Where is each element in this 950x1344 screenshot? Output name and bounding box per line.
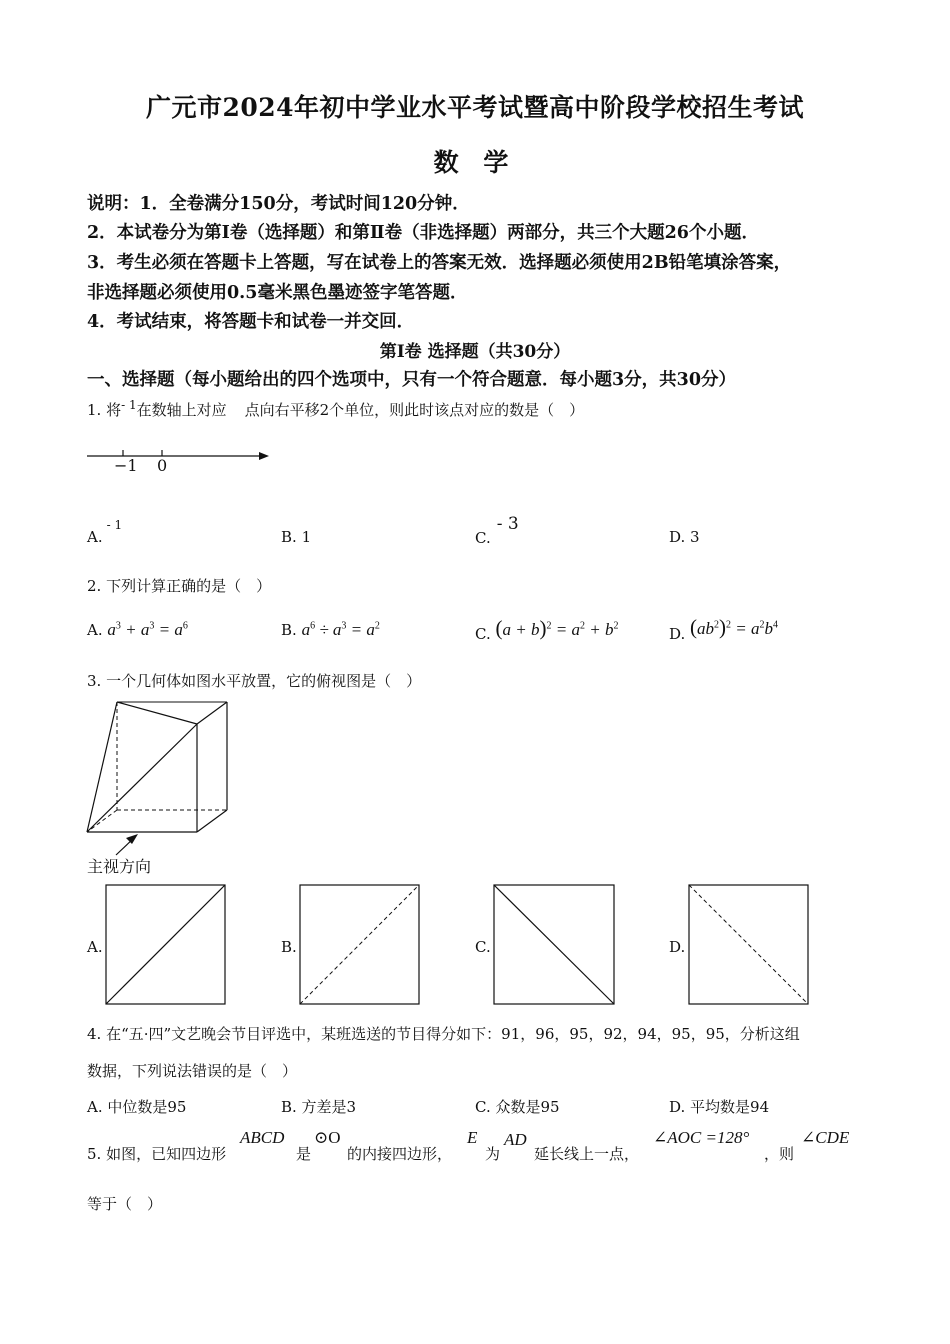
q2-option-a-label: A. bbox=[87, 621, 103, 639]
q5-text-6: ，则 bbox=[764, 1145, 795, 1163]
q2-option-b-expr: $a^6 \div a^3 = a^2$ bbox=[301, 620, 380, 639]
q3-option-a-figure[interactable] bbox=[105, 884, 227, 1006]
q3-option-a-label: A. bbox=[87, 938, 103, 956]
q2-option-c-expr: $(a + b)^2 = a^2 + b^2$ bbox=[495, 616, 619, 640]
q5-text-2: 是 bbox=[296, 1145, 312, 1163]
q2-option-d-label: D. bbox=[669, 625, 686, 643]
q2-stem: 2. 下列计算正确的是（ ） bbox=[87, 577, 272, 595]
q2-option-c[interactable] bbox=[475, 616, 619, 645]
q1-stem-c: 点向右平移2个单位，则此时该点对应的数是（ ） bbox=[244, 401, 585, 419]
q1-option-a-value: - 1 bbox=[106, 518, 123, 532]
q3-option-d-figure[interactable] bbox=[688, 884, 810, 1006]
q5-abcd: ABCD bbox=[240, 1128, 285, 1147]
q1-option-b-label: B. bbox=[281, 528, 297, 546]
q1-option-b[interactable] bbox=[281, 528, 311, 546]
q1-option-c[interactable] bbox=[475, 514, 519, 548]
q1-option-a-label: A. bbox=[87, 528, 103, 546]
axis-label-minus-one: −1 bbox=[114, 456, 138, 475]
q3-option-b-label: B. bbox=[281, 938, 297, 956]
q1-option-d[interactable] bbox=[669, 528, 700, 546]
q1-option-b-value: 1 bbox=[301, 528, 312, 546]
q4-option-b[interactable]: B. 方差是3 bbox=[281, 1098, 357, 1116]
q4-option-a[interactable]: A. 中位数是95 bbox=[87, 1098, 187, 1116]
q2-option-a[interactable] bbox=[87, 620, 188, 640]
instruction-3-cont: 非选择题必须使用0.5毫米黑色墨迹签字笔答题． bbox=[87, 283, 468, 303]
instruction-1: 说明：1．全卷满分150分，考试时间120分钟． bbox=[87, 194, 470, 214]
q3-option-c-label: C. bbox=[475, 938, 491, 956]
view-direction-label: 主视方向 bbox=[87, 857, 152, 876]
solid-figure bbox=[82, 697, 242, 857]
q2-option-b-label: B. bbox=[281, 621, 297, 639]
q5-circle-o: ⊙O bbox=[314, 1128, 341, 1147]
q2-option-d[interactable] bbox=[669, 615, 779, 645]
q1-stem-a: 1. 将 bbox=[87, 401, 122, 419]
q4-option-d[interactable]: D. 平均数是94 bbox=[669, 1098, 770, 1116]
q3-option-d-label: D. bbox=[669, 938, 686, 956]
q5-text-4: 为 bbox=[485, 1145, 501, 1163]
q5-text-line2: 等于（ ） bbox=[87, 1195, 163, 1213]
q5-text-1: 5. 如图，已知四边形 bbox=[87, 1145, 227, 1163]
section-title: 第Ⅰ卷 选择题（共30分） bbox=[379, 342, 571, 362]
q1-option-c-value: - 3 bbox=[496, 514, 519, 534]
q2-option-a-expr: $a^3 + a^3 = a^6$ bbox=[107, 620, 188, 639]
q1-stem-value: - 1 bbox=[121, 398, 137, 412]
part-heading: 一、选择题（每小题给出的四个选项中，只有一个符合题意．每小题3分，共30分） bbox=[87, 370, 737, 390]
q4-stem-line2: 数据，下列说法错误的是（ ） bbox=[87, 1062, 298, 1080]
q1-option-c-label: C. bbox=[475, 529, 491, 547]
q1-option-d-label: D. bbox=[669, 528, 686, 546]
q5-angle-aoc: ∠AOC =128° bbox=[653, 1128, 750, 1147]
q1-option-d-value: 3 bbox=[690, 528, 700, 546]
instruction-4: 4．考试结束，将答题卡和试卷一并交回． bbox=[87, 312, 415, 332]
q5-angle-cde: ∠CDE bbox=[801, 1128, 850, 1147]
q3-option-c-figure[interactable] bbox=[493, 884, 615, 1006]
instruction-2: 2．本试卷分为第Ⅰ卷（选择题）和第Ⅱ卷（非选择题）两部分，共三个大题26个小题． bbox=[87, 223, 759, 243]
instruction-3: 3．考生必须在答题卡上答题，写在试卷上的答案无效．选择题必须使用2B铅笔填涂答案， bbox=[87, 253, 792, 273]
subject-title: 数 学 bbox=[433, 148, 517, 177]
q5-text-5: 延长线上一点， bbox=[534, 1145, 640, 1163]
q5-e: E bbox=[467, 1128, 478, 1147]
q3-option-b-figure[interactable] bbox=[299, 884, 421, 1006]
q1-stem-b: 在数轴上对应 bbox=[136, 401, 227, 419]
q4-stem-line1: 4. 在“五·四”文艺晚会节目评选中，某班选送的节目得分如下：91，96，95，92，94，95，95，分析这组 bbox=[87, 1025, 800, 1043]
q3-stem: 3. 一个几何体如图水平放置，它的俯视图是（ ） bbox=[87, 672, 422, 690]
q2-option-b[interactable] bbox=[281, 620, 380, 640]
q5-ad: AD bbox=[504, 1130, 527, 1149]
q4-option-c[interactable]: C. 众数是95 bbox=[475, 1098, 560, 1116]
q2-option-c-label: C. bbox=[475, 625, 491, 643]
q1-option-a[interactable] bbox=[87, 518, 123, 546]
exam-title: 广元市2024年初中学业水平考试暨高中阶段学校招生考试 bbox=[145, 93, 805, 122]
q5-text-3: 的内接四边形， bbox=[347, 1145, 453, 1163]
q1-stem bbox=[87, 399, 584, 420]
axis-label-zero: 0 bbox=[157, 456, 168, 475]
q2-option-d-expr: $(ab^2)^2 = a^2b^4$ bbox=[690, 615, 779, 639]
